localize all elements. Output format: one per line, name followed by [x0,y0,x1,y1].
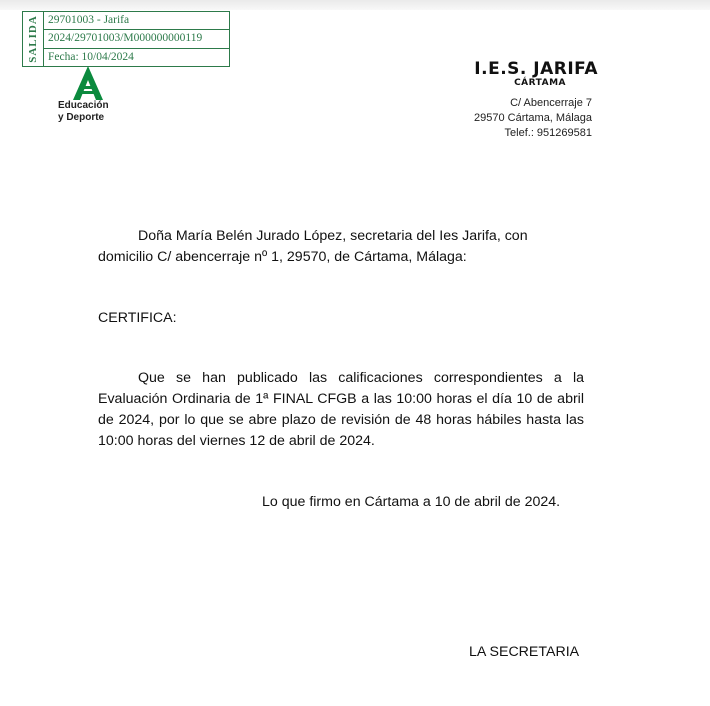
junta-arch-icon [73,66,103,100]
stamp-entity: 29701003 - Jarifa [44,12,229,30]
school-address-2: 29570 Cártama, Málaga [473,112,592,124]
intro-text: Doña María Belén Jurado López, secretaria del Ies Jarifa, con domicilio C/ abencerraje nº 1, 29570, de Cártama, Málaga: [98,228,528,265]
school-address-1: C/ Abencerraje 7 [510,97,592,109]
registry-stamp [22,11,230,67]
school-name: I.E.S. JARIFA [474,59,598,79]
junta-logo [58,66,118,124]
logo-line-1: Educación [58,100,109,111]
signer-role: LA SECRETARIA [469,644,580,660]
logo-line-2: y Deporte [58,112,105,123]
stamp-side-label [23,12,44,66]
school-phone: Telef.: 951269581 [504,127,592,139]
signature-place-date: Lo que firmo en Cártama a 10 de abril de 2024. [262,494,561,510]
stamp-registry-number: 2024/29701003/M000000000119 [44,30,229,48]
certifica-heading: CERTIFICA: [98,310,177,326]
certification-paragraph [98,368,584,452]
certification-text: Que se han publicado las calificaciones correspondientes a la Evaluación Ordinaria de 1ª FINAL CFGB a las 10:00 horas el día 10 de abril de 2024, por lo que se abre plazo de revisión de 48 horas hábiles hasta las 10:00 horas del viernes 12 de abril de 2024. [98,370,584,449]
stamp-rows [44,12,229,66]
school-header [372,59,598,141]
intro-paragraph [98,226,584,268]
school-town: CÁRTAMA [514,78,566,88]
viewer-top-shadow [0,0,710,10]
logo-caption [58,100,118,124]
stamp-date: Fecha: 10/04/2024 [48,50,134,63]
stamp-side-text: SALIDA [27,15,40,63]
